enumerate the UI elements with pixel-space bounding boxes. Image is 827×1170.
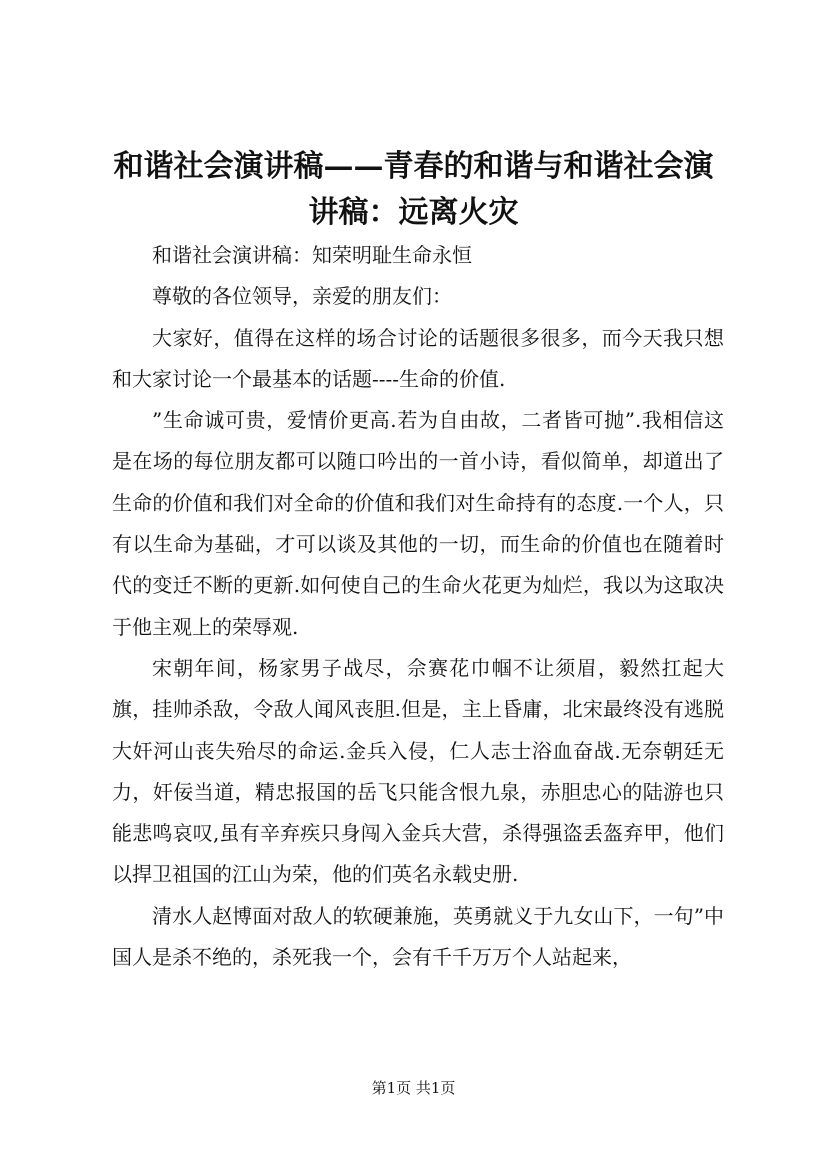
document-title: 和谐社会演讲稿——青春的和谐与和谐社会演讲稿：远离火灾 xyxy=(113,149,714,230)
paragraph-subtitle: 和谐社会演讲稿：知荣明耻生命永恒 xyxy=(152,243,472,267)
page-footer: 第1页 共1页 xyxy=(371,1079,456,1097)
paragraph-greeting: 尊敬的各位领导，亲爱的朋友们： xyxy=(152,284,452,309)
paragraph: 清水人赵博面对敌人的软硬兼施，英勇就义于九女山下，一句”中国人是杀不绝的，杀死我一个，会有千千万万个人站起来， xyxy=(112,903,724,970)
paragraph: 宋朝年间，杨家男子战尽，佘赛花巾帼不让须眉，毅然扛起大旗，挂帅杀敌，令敌人闻风丧胆.但是，主上昏庸，北宋最终没有逃脱大奸河山丧失殆尽的命运.金兵入侵，仁人志士浴血奋战.无奈朝廷无力，奸佞当道，精忠报国的岳飞只能含恨九泉，赤胆忠心的陆游也只能悲鸣哀叹,虽有辛弃疾只身闯入金兵大营，杀得强盗丢盔弃甲，他们以捍卫祖国的江山为荣，他的们英名永载史册. xyxy=(112,655,724,887)
paragraph: 大家好，值得在这样的场合讨论的话题很多很多，而今天我只想和大家讨论一个最基本的话题----生命的价值. xyxy=(112,325,724,391)
document-body xyxy=(112,235,724,978)
paragraph: ”生命诚可贵，爱情价更高.若为自由故，二者皆可抛”.我相信这是在场的每位朋友都可以随口吟出的一首小诗，看似简单，却道出了生命的价值和我们对全命的价值和我们对生命持有的态度.一个人，只有以生命为基础，才可以谈及其他的一切，而生命的价值也在随着时代的变迁不断的更新.如何使自己的生命火花更为灿烂，我以为这取决于他主观上的荣辱观. xyxy=(112,408,724,639)
